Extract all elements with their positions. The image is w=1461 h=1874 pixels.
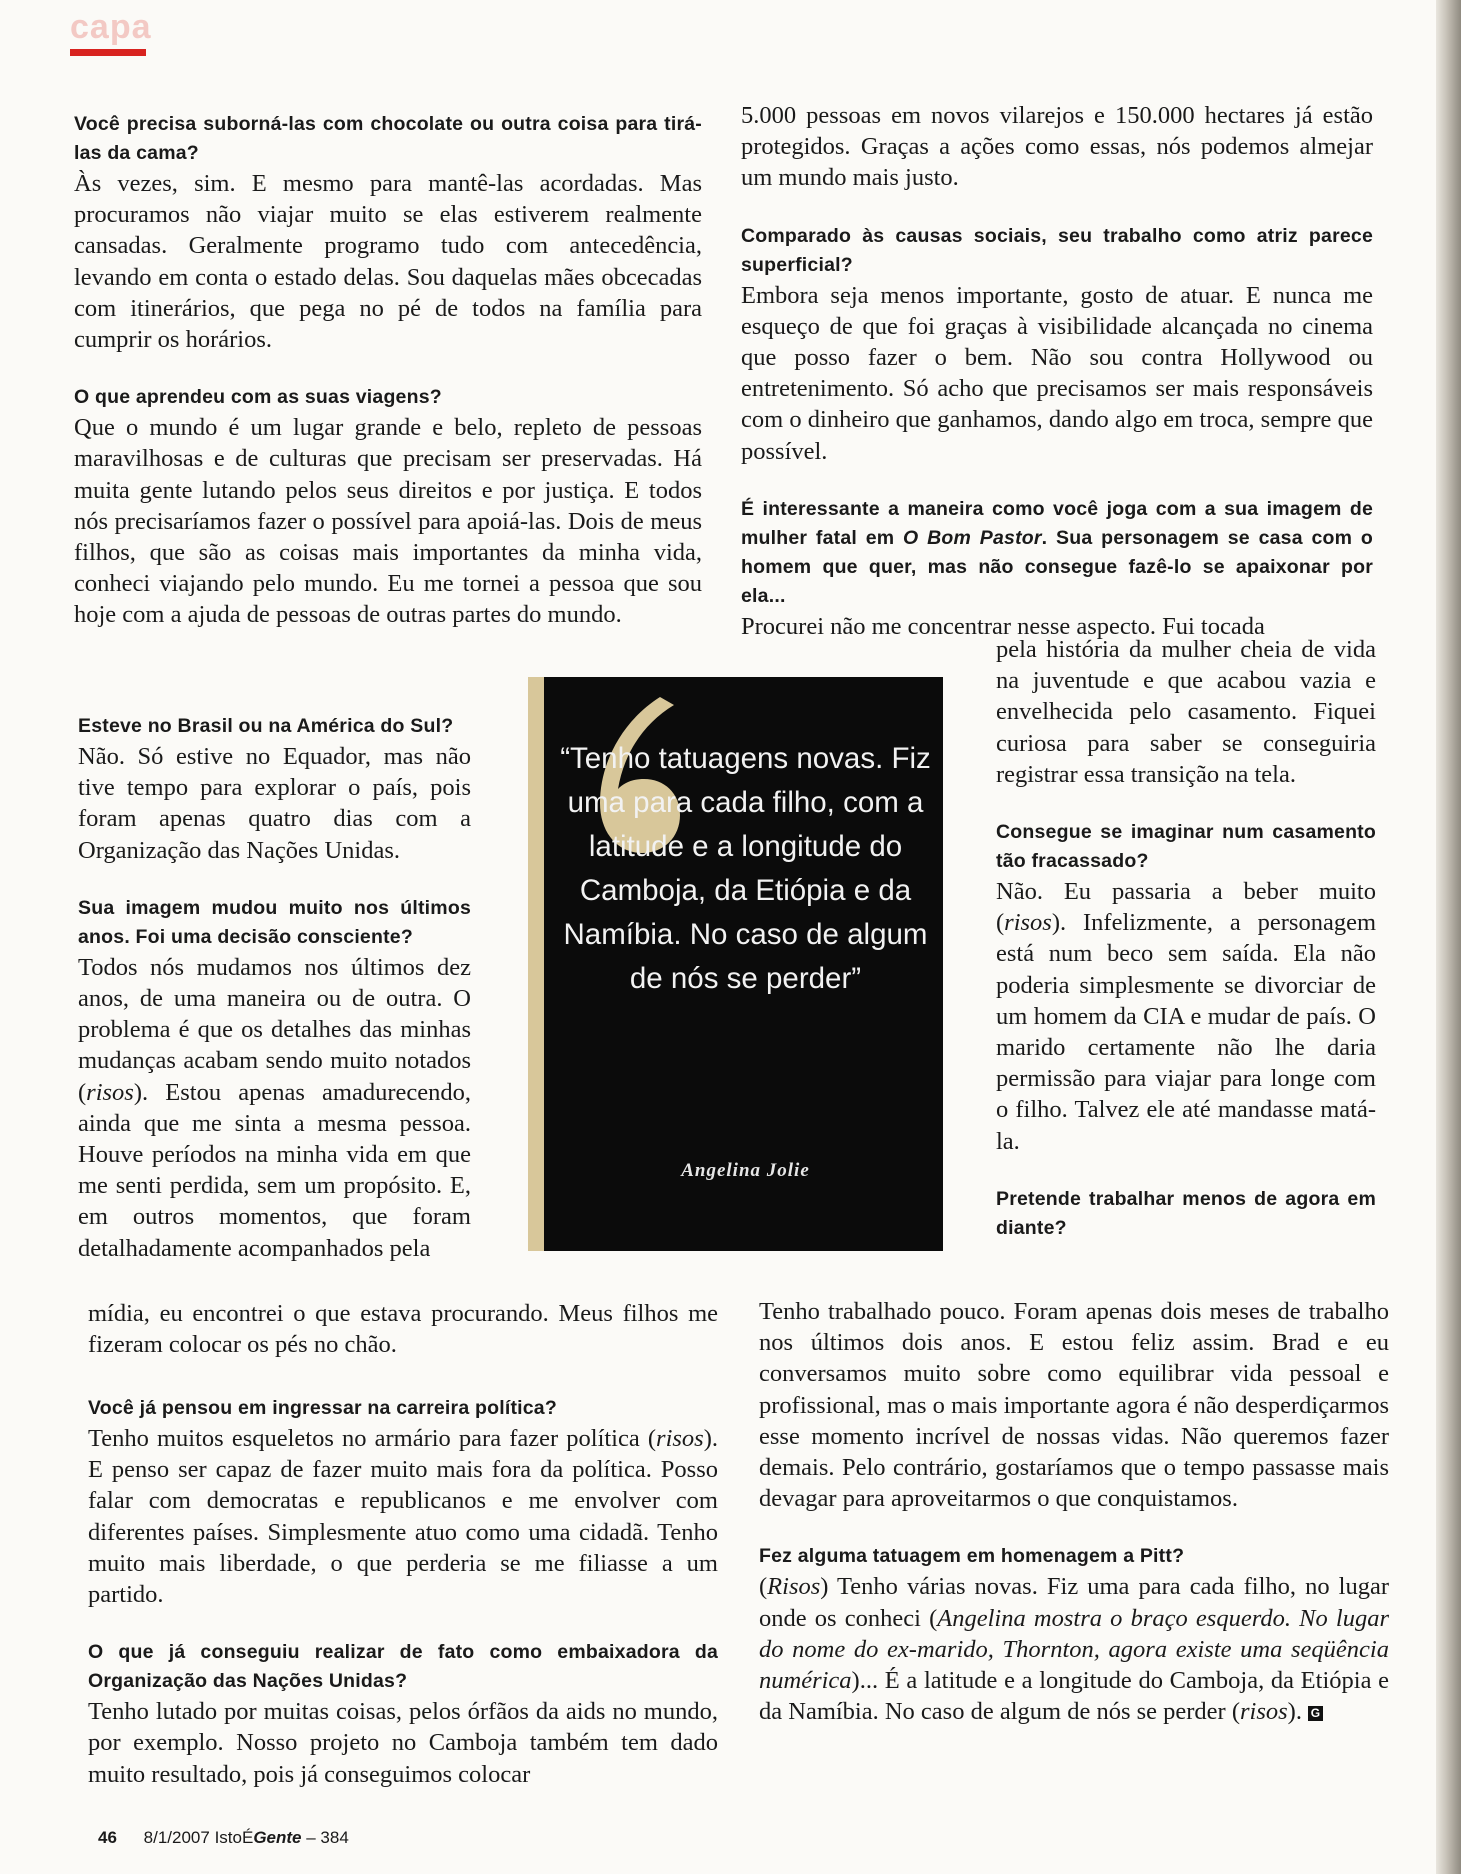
answer-failed-marriage-text-2: ). Infelizmente, a personagem está num beco sem saída. Ela não poderia simplesmente se divorciar de um homem da CIA e mudar de país. O marido certamente não lhe daria permissão para viajar para longe com o filho. Talvez ele até mandasse matá-la. xyxy=(996,909,1376,1155)
page-edge-shadow xyxy=(1436,0,1461,1874)
page-number: 46 xyxy=(98,1828,117,1847)
film-title: O Bom Pastor xyxy=(903,526,1042,549)
question-failed-marriage: Consegue se imaginar num casamento tão fracassado? xyxy=(996,821,1376,873)
question-femme-fatale xyxy=(741,495,1373,611)
answer-image-changed-text-2: ). Estou apenas amadurecendo, ainda que me sinta a mesma pessoa. Houve períodos na minha vida em que me senti perdida, sem um propósito. E, em outros momentos, que foram detalhadamente acompanhados pela xyxy=(78,1078,471,1262)
left-column-top xyxy=(74,110,702,631)
issue-number: – 384 xyxy=(306,1828,349,1847)
pull-quote-text: “Tenho tatuagens novas. Fiz uma para cada filho, com a latitude e a longitude do Camboja, da Etiópia e da Namíbia. No caso de algum de nós se perder” xyxy=(560,742,931,995)
answer-politics-text-2: ). E penso ser capaz de fazer muito mais fora da política. Posso falar com democratas e republicanos e me envolver com diferentes países. Simplesmente atuo como uma cidadã. Tenho muito mais liberdade, o que perderia se me filiasse a um partido. xyxy=(88,1425,718,1609)
issue-date: 8/1/2007 xyxy=(143,1828,210,1847)
answer-femme-fatale-start: Procurei não me concentrar nesse aspecto. Fui tocada xyxy=(741,612,1265,640)
answer-acting-superficial: Embora seja menos importante, gosto de atuar. E nunca me esqueço de que foi graças à visibilidade alcançada no cinema que posso fazer o bem. Não sou contra Hollywood ou entretenimento. Só acho que precisamos ser mais responsáveis com o dinheiro que ganhamos, dando algo em troca, sempre que possível. xyxy=(741,281,1373,465)
answer-politics xyxy=(88,1423,718,1610)
magazine-prefix: IstoÉ xyxy=(214,1828,254,1847)
answer-failed-marriage xyxy=(996,876,1376,1157)
answer-tattoo-text-1: Tenho várias novas. Fiz uma para cada filho, no lugar onde os conheci ( xyxy=(759,1573,1389,1632)
question-travels: O que aprendeu com as suas viagens? xyxy=(74,386,442,409)
end-of-article-icon: G xyxy=(1308,1706,1323,1721)
answer-travels: Que o mundo é um lugar grande e belo, repleto de pessoas maravilhosas e de culturas que precisam ser preservadas. Há muita gente lutando pelos seus direitos e por justiça. E todos nós precisaríamos fazer o possível para apoiá-las. Dois de meus filhos, que são as coisas mais importantes da minha vida, conheci viajando pelo mundo. Eu me tornei a pessoa que sou hoje com a ajuda de pessoas de outras partes do mundo. xyxy=(74,414,702,629)
question-femme-fatale-text-2: . Sua personagem se casa com o homem que quer, mas não consegue fazê-lo se apaixonar por ela... xyxy=(741,526,1373,607)
answer-work-less: Tenho trabalhado pouco. Foram apenas dois meses de trabalho nos últimos dois anos. E estou feliz assim. Brad e eu conversamos muito sobre como equilibrar vida pessoal e profissional, mas o mais importante agora é não desperdiçarmos esse momento incrível de nossas vidas. Não queremos fazer demais. Pelo contrário, gostaríamos que o tempo passasse mais devagar para aproveitarmos o que conquistamos. xyxy=(759,1298,1389,1513)
answer-tattoo-text-3: ). xyxy=(1287,1698,1302,1726)
question-work-less: Pretende trabalhar menos de agora em diante? xyxy=(996,1187,1376,1239)
answer-femme-fatale-rest: pela história da mulher cheia de vida na juventude e que acabou vazia e envelhecida pelo casamento. Fiquei curiosa para saber se conseguiria registrar essa transição na tela. xyxy=(996,636,1376,788)
answer-failed-marriage-risos: risos xyxy=(1004,909,1052,937)
page-footer xyxy=(98,1828,349,1848)
right-column-top xyxy=(741,100,1373,642)
pull-quote-author: Angelina Jolie xyxy=(681,1160,810,1181)
answer-tattoo-stage-direction: Angelina mostra o braço esquerdo. No lugar do nome do ex-marido, Thornton, agora existe uma seqüência numérica xyxy=(759,1604,1389,1695)
section-accent-bar xyxy=(70,49,146,56)
answer-image-changed xyxy=(78,952,471,1264)
answer-tattoo: (Risos) Tenho várias novas. Fiz uma para cada filho, no lugar onde os conheci (Angelina mostra o braço esquerdo. No lugar do nome do ex-marido, Thornton, agora existe uma seqüência numérica)... É a latitude e a longitude do Camboja, da Etiópia e da Namíbia. No caso de algum de nós se perder (risos). G xyxy=(759,1573,1389,1726)
answer-tattoo-text-2: )... É a latitude e a longitude do Camboja, da Etiópia e da Namíbia. No caso de algum de nós se perder ( xyxy=(759,1667,1389,1726)
question-acting-superficial: Comparado às causas sociais, seu trabalho como atriz parece superficial? xyxy=(741,224,1373,276)
answer-brazil: Não. Só estive no Equador, mas não tive tempo para explorar o país, pois foram apenas quatro dias com a Organização das Nações Unidas. xyxy=(78,743,471,864)
answer-un-ambassador-continuation: 5.000 pessoas em novos vilarejos e 150.000 hectares já estão protegidos. Graças a ações como essas, nós podemos almejar um mundo mais justo. xyxy=(741,102,1373,192)
answer-tattoo-risos-2: risos xyxy=(1240,1698,1288,1726)
pull-quote-box xyxy=(528,677,943,1251)
left-column-continuation: mídia, eu encontrei o que estava procurando. Meus filhos me fizeram colocar os pés no chão. xyxy=(88,1300,718,1359)
right-column-narrow xyxy=(996,634,1376,1243)
left-column-narrow xyxy=(78,712,471,1264)
question-tattoo: Fez alguma tatuagem em homenagem a Pitt? xyxy=(759,1545,1185,1568)
left-column-bottom xyxy=(88,1394,718,1790)
pull-quote-stripe xyxy=(528,677,544,1251)
question-femme-fatale-text-1: É interessante a maneira como você joga com a sua imagem de mulher fatal em xyxy=(741,497,1373,549)
right-column-bottom xyxy=(759,1296,1389,1727)
answer-un-ambassador: Tenho lutado por muitas coisas, pelos órfãos da aids no mundo, por exemplo. Nosso projeto no Camboja também tem dado muito resultado, pois já conseguimos colocar xyxy=(88,1698,718,1788)
answer-image-changed-risos: risos xyxy=(86,1078,134,1106)
question-bribe-chocolate: Você precisa suborná-las com chocolate ou outra coisa para tirá-las da cama? xyxy=(74,113,702,164)
question-un-ambassador: O que já conseguiu realizar de fato como embaixadora da Organização das Nações Unidas? xyxy=(88,1641,718,1693)
question-image-changed: Sua imagem mudou muito nos últimos anos. Foi uma decisão consciente? xyxy=(78,896,471,948)
answer-failed-marriage-text-1: Não. Eu passaria a beber muito ( xyxy=(996,878,1376,937)
question-brazil: Esteve no Brasil ou na América do Sul? xyxy=(78,715,454,737)
answer-image-changed-text-1: Todos nós mudamos nos últimos dez anos, de uma maneira ou de outra. O problema é que os detalhes das minhas mudanças acabam sendo muito notados ( xyxy=(78,953,471,1106)
section-tag: capa xyxy=(70,8,152,46)
question-politics: Você já pensou em ingressar na carreira política? xyxy=(88,1397,557,1419)
answer-tattoo-risos: Risos xyxy=(767,1573,821,1601)
answer-politics-risos: risos xyxy=(656,1425,704,1452)
answer-politics-text-1: Tenho muitos esqueletos no armário para fazer política ( xyxy=(88,1425,657,1452)
magazine-name: Gente xyxy=(253,1828,302,1847)
answer-bribe-chocolate: Às vezes, sim. E mesmo para mantê-las acordadas. Mas procuramos não viajar muito se elas estiverem realmente cansadas. Geralmente programo tudo com antecedência, levando em conta o estado delas. Sou daquelas mães obcecadas com itinerários, que pega no pé de todos na família para cumprir os horários. xyxy=(74,170,702,354)
